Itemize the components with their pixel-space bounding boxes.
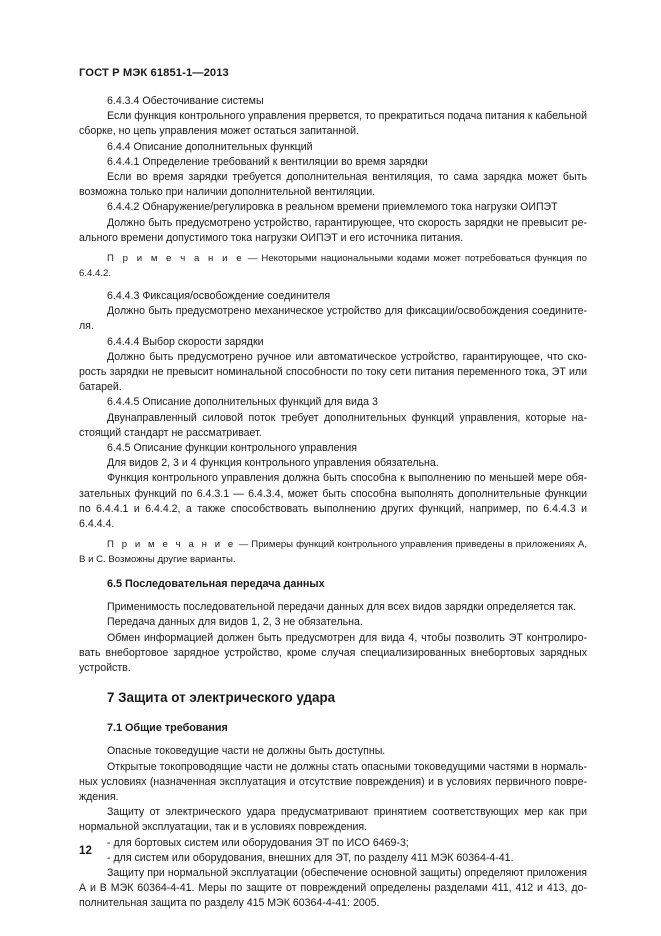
paragraph: 6.4.3.4 Обесточивание системы [107, 95, 264, 107]
paragraph: Защиту от электрического удара предусматривают принятием соответствующих мер как при нормальной эксплуатации, так и в условиях повреждения. [79, 806, 587, 834]
subsection-heading: 6.5 Последовательная передача данных [107, 578, 325, 591]
paragraph: Двунаправленный силовой поток требует дополнительных функций управления, которые настоящий стандарт не рассматривает. [79, 411, 587, 439]
paragraph: Должно быть предусмотрено устройство, гарантирующее, что скорость зарядки не превысит реального времени допустимого тока нагрузки ОИПЭТ и его источника питания. [79, 216, 587, 244]
note [79, 538, 587, 567]
standard-header: ГОСТ Р МЭК 61851-1—2013 [79, 67, 229, 79]
paragraph: 6.4.4.4 Выбор скорости зарядки [107, 335, 264, 348]
page-number: 12 [79, 844, 92, 857]
paragraph: 6.4.4.5 Описание дополнительных функций для вида 3 [107, 396, 378, 409]
paragraph: - для систем или оборудования, внешних для ЭТ, по разделу 411 МЭК 60364-4-41. [107, 851, 514, 864]
paragraph: - для бортовых систем или оборудования ЭТ по ИСО 6469-3; [107, 836, 409, 849]
paragraph: 6.4.5 Описание функции контрольного управления [107, 442, 358, 455]
paragraph: 6.4.4 Описание дополнительных функций [107, 140, 313, 153]
paragraph: Передача данных для видов 1, 2, 3 не обязательна. [107, 616, 363, 629]
note-text: — Некоторыми национальными кодами может потребоваться функция по 6.4.4.2. [79, 253, 588, 279]
paragraph: Открытые токопроводящие части не должны стать опасными токоведущими частями в нормальных условиях (назначенная эксплуатация и отсутствие повреждения) и в условиях первичного повреждения. [79, 760, 587, 803]
paragraph: Должно быть предусмотрено ручное или автоматическое устройство, гарантирующее, что скорость зарядки не превысит номинальной способности по току сети питания переменного тока, ЭТ или батарей. [79, 350, 587, 394]
note [79, 252, 587, 281]
section-heading: 7 Защита от электрического удара [107, 690, 336, 706]
note-label: П р и м е ч а н и е [107, 253, 244, 265]
paragraph: Опасные токоведущие части не должны быть доступны. [107, 745, 386, 758]
paragraph: Защиту при нормальной эксплуатации (обеспечение основной защиты) определяют приложения А и В МЭК 60364-4-41. Меры по защите от повреждений определены разделами 411, 412 и 413, дополнительная защита по разделу 415 МЭК 60364-4-41: 2005. [79, 866, 587, 910]
paragraph: Должно быть предусмотрено механическое устройство для фиксации/освобождения соединителя. [79, 305, 587, 333]
paragraph: Функция контрольного управления должна быть способна к выполнению по меньшей мере обязательных функций по 6.4.3.1 — 6.4.3.4, может быть способна выполнять дополнительные функции по 6.4.4.1 и 6.4.4.2, а также способствовать выполнению других функций, например, по 6.4.4.3 и 6.4.4.4. [79, 472, 587, 531]
paragraph: 6.4.4.1 Определение требований к вентиляции во время зарядки [107, 155, 428, 168]
paragraph: Если во время зарядки требуется дополнительная вентиляция, то сама зарядка может быть возможна только при наличии дополнительной вентиляции. [79, 171, 587, 199]
document-body [79, 94, 587, 912]
note-text: — Примеры функций контрольного управления приведены в приложениях А, В и С. Возможны другие варианты. [79, 539, 587, 565]
paragraph: Для видов 2, 3 и 4 функция контрольного управления обязательна. [107, 457, 439, 470]
paragraph: Обмен информацией должен быть предусмотрен для вида 4, чтобы позволить ЭТ контролировать внебортовое зарядное устройство, кроме случая специализированных внебортовых зарядных устройств. [79, 631, 587, 675]
paragraph: Применимость последовательной передачи данных для всех видов зарядки определяется так. [107, 601, 576, 614]
subsection-heading: 7.1 Общие требования [107, 722, 228, 735]
note-label: П р и м е ч а н и е [107, 539, 236, 551]
paragraph: 6.4.4.3 Фиксация/освобождение соединителя [107, 290, 331, 303]
paragraph: 6.4.4.2 Обнаружение/регулировка в реальном времени приемлемого тока нагрузки ОИПЭТ [107, 201, 558, 214]
paragraph: Если функция контрольного управления прервется, то прекратиться подача питания к кабельной сборке, но цепь управления может остаться запитанной. [79, 110, 587, 138]
